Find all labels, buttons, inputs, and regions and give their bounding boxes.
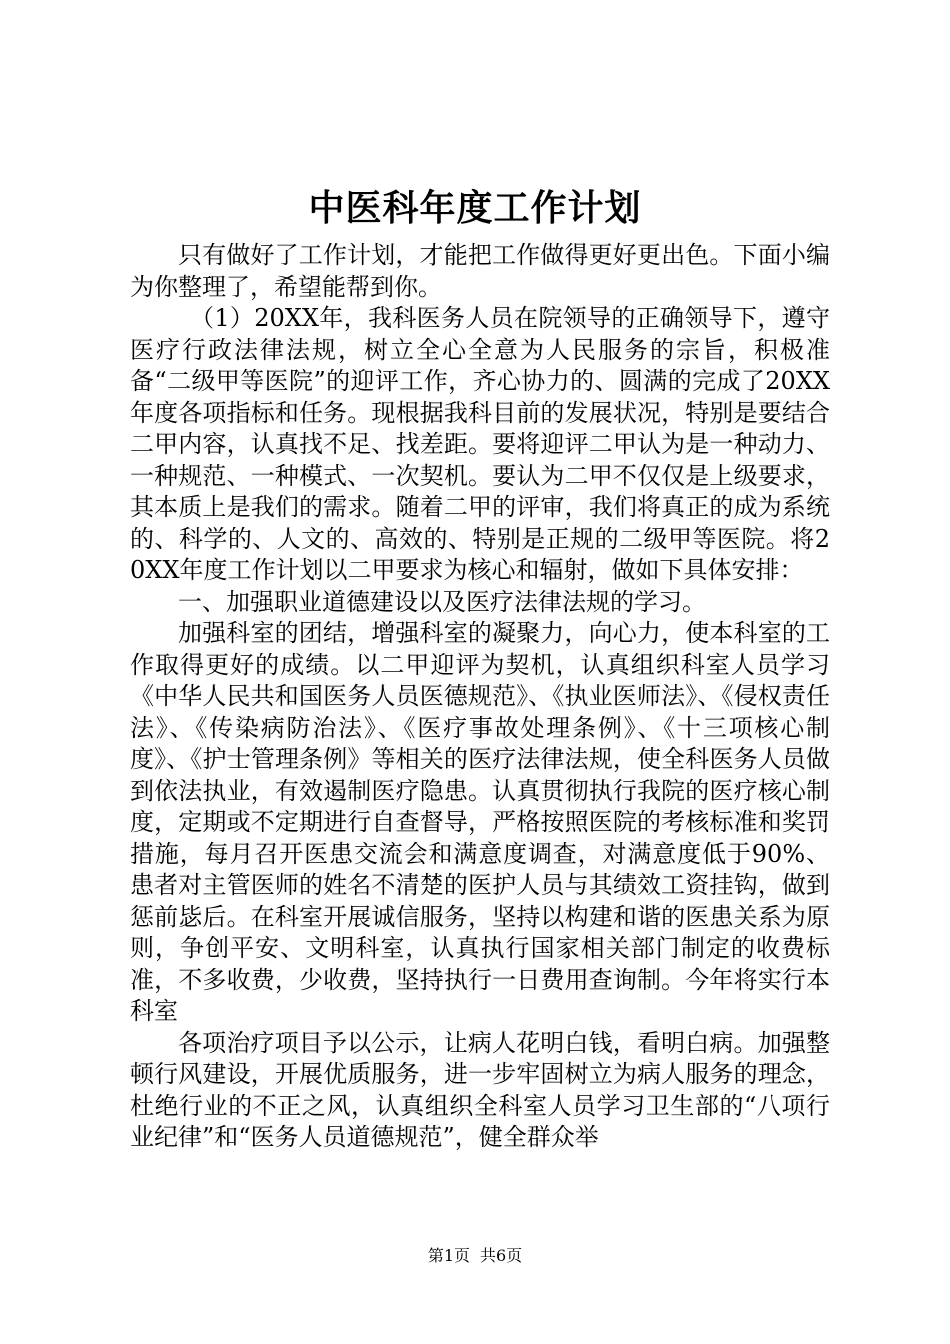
paragraph-overview: （1）20XX年，我科医务人员在院领导的正确领导下，遵守医疗行政法律法规，树立全心全意为人民服务的宗旨，积极准备“二级甲等医院”的迎评工作，齐心协力的、圆满的完成了20XX年度各项指标和任务。现根据我科目前的发展状况，特别是要结合二甲内容，认真找不足、找差距。要将迎评二甲认为是一种动力、一种规范、一种模式、一次契机。要认为二甲不仅仅是上级要求，其本质上是我们的需求。随着二甲的评审，我们将真正的成为系统的、科学的、人文的、高效的、特别是正规的二级甲等医院。将20XX年度工作计划以二甲要求为核心和辐射，做如下具体安排： <box>130 304 830 584</box>
page-total: 共6页 <box>480 1246 523 1265</box>
section-heading-1: 一、加强职业道德建设以及医疗法律法规的学习。 <box>178 587 706 616</box>
document-title: 中医科年度工作计划 <box>308 187 642 229</box>
page-footer <box>0 1246 950 1266</box>
page-number: 第1页 <box>427 1246 470 1265</box>
document-body <box>130 240 830 1154</box>
paragraph-continued: 各项治疗项目予以公示，让病人花明白钱，看明白病。加强整顿行风建设，开展优质服务，进一步牢固树立为病人服务的理念，杜绝行业的不正之风，认真组织全科室人员学习卫生部的“八项行业纪律”和“医务人员道德规范”，健全群众举 <box>130 1028 830 1151</box>
paragraph-intro: 只有做好了工作计划，才能把工作做得更好更出色。下面小编为你整理了，希望能帮到你。 <box>130 241 830 301</box>
paragraph-section-1: 加强科室的团结，增强科室的凝聚力，向心力，使本科室的工作取得更好的成绩。以二甲迎评为契机，认真组织科室人员学习《中华人民共和国医务人员医德规范》、《执业医师法》、《侵权责任法》、《传染病防治法》、《医疗事故处理条例》、《十三项核心制度》、《护士管理条例》等相关的医疗法律法规，使全科医务人员做到依法执业，有效遏制医疗隐患。认真贯彻执行我院的医疗核心制度，定期或不定期进行自查督导，严格按照医院的考核标准和奖罚措施，每月召开医患交流会和满意度调查，对满意度低于90%、患者对主管医师的姓名不清楚的医护人员与其绩效工资挂钩，做到惩前毖后。在科室开展诚信服务，坚持以构建和谐的医患关系为原则，争创平安、文明科室，认真执行国家相关部门制定的收费标准，不多收费，少收费，坚持执行一日费用查询制。今年将实行本科室 <box>130 619 830 1025</box>
